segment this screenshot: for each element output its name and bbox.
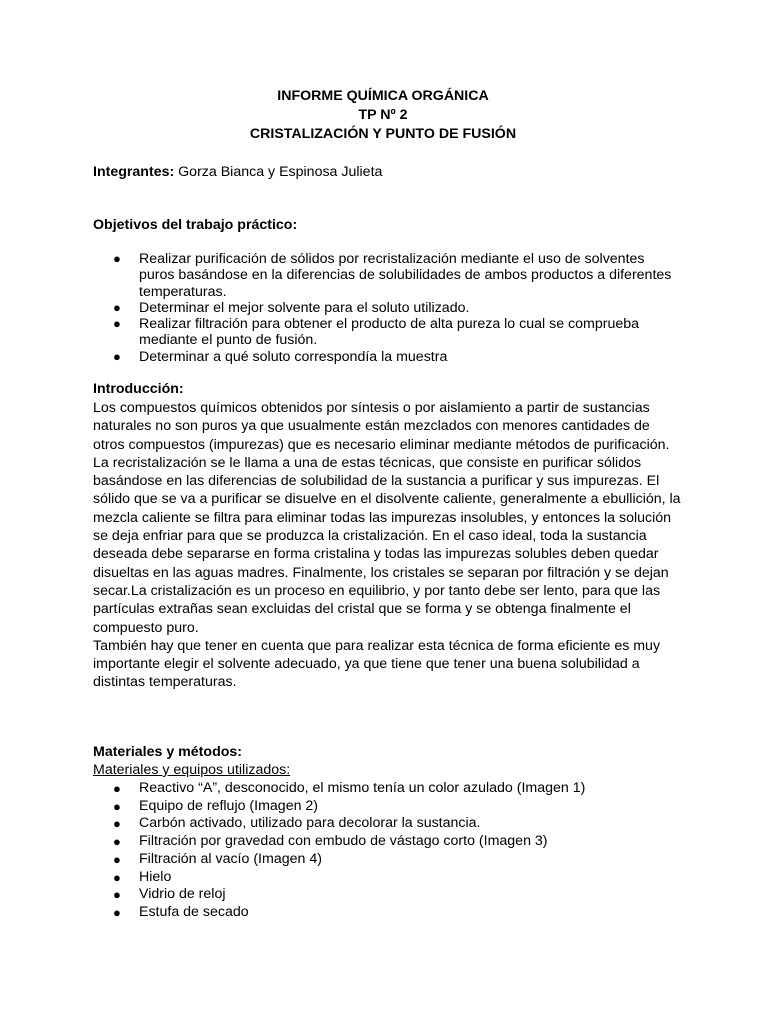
bullet-icon: ● (113, 887, 121, 903)
integrantes-line (93, 164, 382, 181)
objetivos-heading: Objetivos del trabajo práctico: (93, 217, 298, 233)
bullet-icon: ● (113, 834, 121, 850)
list-item (93, 300, 683, 316)
bullet-icon: ● (113, 251, 121, 266)
list-item (93, 349, 683, 365)
materiales-heading: Materiales y métodos: (93, 744, 243, 760)
objetivo-text: Realizar filtración para obtener el producto de alta pureza lo cual se comprueba mediante el punto de fusión. (139, 316, 640, 349)
title-line-2: TP Nº 2 (358, 107, 408, 123)
material-text: Estufa de secado (139, 903, 249, 920)
integrantes-label: Integrantes: (93, 164, 175, 180)
bullet-icon: ● (113, 851, 121, 867)
materiales-list (93, 780, 683, 922)
title-line-3: CRISTALIZACIÓN Y PUNTO DE FUSIÓN (249, 126, 517, 142)
material-text: Vidrio de reloj (139, 886, 226, 903)
material-text: Filtración por gravedad con embudo de vástago corto (Imagen 3) (139, 833, 548, 850)
bullet-icon: ● (113, 798, 121, 814)
bullet-icon: ● (113, 316, 121, 332)
bullet-icon: ● (113, 869, 121, 885)
intro-paragraph: La recristalización se le llama a una de estas técnicas, que consiste en purificar sólidos basándose en las diferencias de solubilidad de la sustancia a purificar y sus impurezas. El sólido que se va a purificar se disuelve en el disolvente caliente, generalmente a ebullición, la mezcla caliente se filtra para eliminar todas las impurezas insolubles, y entonces la solución se deja enfriar para que se produzca la cristalización. En el caso ideal, toda la sustancia deseada debe separarse en forma cristalina y todas las impurezas solubles deben quedar disueltas en las aguas madres. Finalmente, los cristales se separan por filtración y se dejan secar.La cristalización es un proceso en equilibrio, y por tanto debe ser lento, para que las partículas extrañas sean excluidas del cristal que se forma y se obtenga finalmente el compuesto puro. (93, 454, 681, 636)
list-item (93, 904, 683, 922)
list-item (93, 251, 683, 300)
intro-paragraph: Los compuestos químicos obtenidos por síntesis o por aislamiento a partir de sustancias naturales no son puros ya que usualmente están mezclados con menores cantidades de otros compuestos (impurezas) que es necesario eliminar mediante métodos de purificación. (93, 400, 670, 453)
bullet-icon: ● (113, 781, 121, 796)
introduccion-heading: Introducción: (93, 381, 184, 397)
list-item (93, 851, 683, 869)
bullet-icon: ● (113, 816, 121, 832)
objetivo-text: Realizar purificación de sólidos por recristalización mediante el uso de solventes puros basándose en la diferencias de solubilidades de ambos productos a diferentes temperaturas. (139, 251, 672, 300)
list-item (93, 886, 683, 904)
list-item (93, 780, 683, 798)
material-text: Hielo (139, 868, 172, 885)
integrantes-value: Gorza Bianca y Espinosa Julieta (174, 164, 383, 180)
materiales-subheading: Materiales y equipos utilizados: (93, 762, 291, 778)
material-text: Filtración al vacío (Imagen 4) (139, 850, 322, 867)
bullet-icon: ● (113, 348, 121, 364)
list-item (93, 798, 683, 816)
objetivos-list (93, 251, 683, 365)
objetivo-text: Determinar a qué soluto correspondía la muestra (139, 348, 448, 365)
title-line-1: INFORME QUÍMICA ORGÁNICA (277, 88, 489, 104)
document-title (0, 87, 766, 144)
list-item (93, 316, 683, 349)
objetivo-text: Determinar el mejor solvente para el soluto utilizado. (139, 299, 470, 316)
list-item (93, 833, 683, 851)
list-item (93, 815, 683, 833)
introduccion-body (93, 399, 683, 692)
list-item (93, 869, 683, 887)
bullet-icon: ● (113, 904, 121, 920)
material-text: Equipo de reflujo (Imagen 2) (139, 797, 319, 814)
intro-paragraph: También hay que tener en cuenta que para realizar esta técnica de forma eficiente es muy importante elegir el solvente adecuado, ya que tiene que tener una buena solubilidad a distintas temperaturas. (93, 637, 661, 691)
material-text: Carbón activado, utilizado para decolorar la sustancia. (139, 815, 481, 832)
material-text: Reactivo “A”, desconocido, el mismo tenía un color azulado (Imagen 1) (139, 780, 586, 796)
bullet-icon: ● (113, 299, 121, 315)
